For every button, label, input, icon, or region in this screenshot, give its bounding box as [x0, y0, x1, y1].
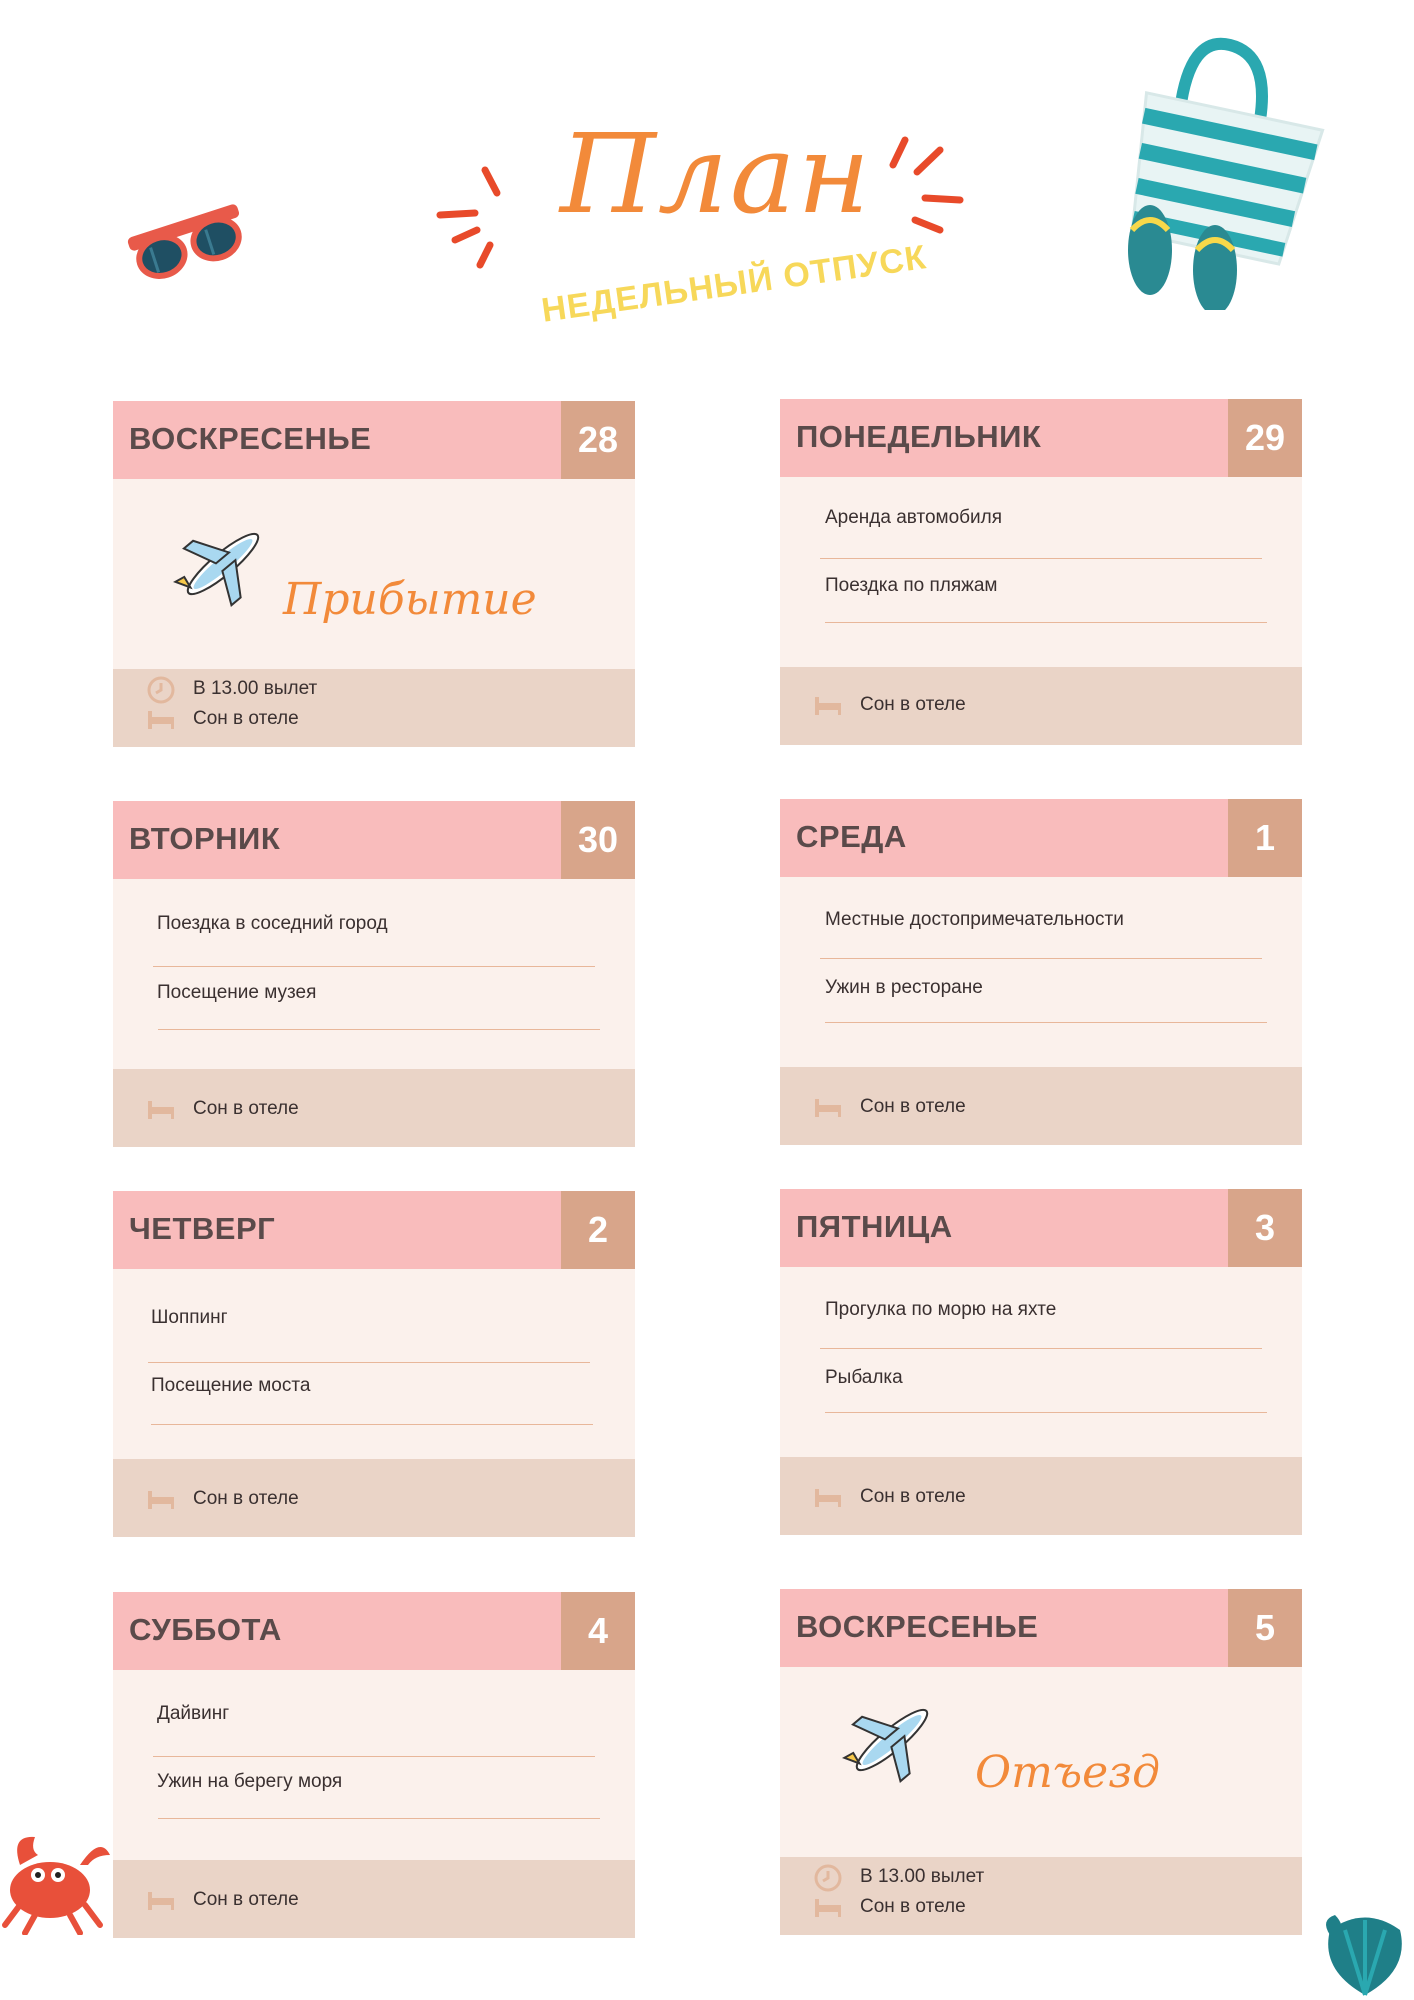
day-body — [780, 477, 1302, 667]
day-card-monday-29 — [780, 399, 1302, 745]
bed-icon — [813, 1487, 843, 1509]
page-subtitle: НЕДЕЛЬНЫЙ ОТПУСК — [539, 238, 929, 330]
day-name: ВОСКРЕСЕНЬЕ — [796, 1609, 1039, 1644]
activity-1: Аренда автомобиля — [825, 507, 1003, 528]
day-footer — [780, 1067, 1302, 1145]
bed-icon — [146, 709, 176, 731]
day-footer — [113, 669, 635, 747]
day-card-tuesday-30 — [113, 801, 635, 1147]
day-body — [113, 479, 635, 669]
bed-icon — [813, 1097, 843, 1119]
overnight-label: Сон в отеле — [860, 1896, 966, 1917]
overnight-label: Сон в отеле — [860, 1486, 966, 1507]
day-number: 29 — [1228, 399, 1302, 477]
day-card-sunday-5 — [780, 1589, 1302, 1935]
divider — [820, 1348, 1262, 1349]
day-card-sunday-28 — [113, 401, 635, 747]
day-header — [780, 1189, 1302, 1267]
day-number: 2 — [561, 1191, 635, 1269]
day-card-wednesday-1 — [780, 799, 1302, 1145]
day-header — [113, 1592, 635, 1670]
bed-icon — [146, 1890, 176, 1912]
day-card-saturday-4 — [113, 1592, 635, 1938]
day-name: ПЯТНИЦА — [796, 1209, 953, 1244]
activity-1: Местные достопримечательности — [825, 909, 1124, 930]
day-body — [780, 877, 1302, 1067]
page-title: План — [560, 110, 873, 238]
overnight-label: Сон в отеле — [860, 694, 966, 715]
day-body — [113, 879, 635, 1069]
overnight-label: Сон в отеле — [193, 1098, 299, 1119]
day-number: 30 — [561, 801, 635, 879]
day-card-thursday-2 — [113, 1191, 635, 1537]
crab-icon — [0, 1825, 115, 1935]
rays-left-icon — [435, 155, 505, 275]
day-header — [780, 1589, 1302, 1667]
divider — [825, 1412, 1267, 1413]
day-footer — [113, 1459, 635, 1537]
activity-2: Посещение музея — [157, 982, 317, 1003]
divider — [148, 1362, 590, 1363]
airplane-icon — [173, 519, 273, 609]
overnight-label: Сон в отеле — [860, 1096, 966, 1117]
activity-2: Рыбалка — [825, 1367, 903, 1388]
departure-time: В 13.00 вылет — [193, 678, 318, 699]
day-number: 5 — [1228, 1589, 1302, 1667]
departure-script: Отъезд — [975, 1747, 1161, 1798]
day-header — [780, 399, 1302, 477]
day-header — [113, 401, 635, 479]
activity-2: Ужин в ресторане — [825, 977, 983, 998]
clock-icon — [146, 675, 176, 705]
day-name: СРЕДА — [796, 819, 907, 854]
day-card-friday-3 — [780, 1189, 1302, 1535]
activity-1: Поездка в соседний город — [157, 913, 388, 934]
arrival-script: Прибытие — [283, 574, 537, 625]
day-number: 3 — [1228, 1189, 1302, 1267]
day-header — [113, 801, 635, 879]
day-body — [113, 1269, 635, 1459]
day-number: 4 — [561, 1592, 635, 1670]
day-footer — [780, 1857, 1302, 1935]
sunglasses-icon — [120, 190, 255, 290]
day-number: 1 — [1228, 799, 1302, 877]
divider — [820, 558, 1262, 559]
divider — [825, 1022, 1267, 1023]
day-name: ПОНЕДЕЛЬНИК — [796, 419, 1042, 454]
day-number: 28 — [561, 401, 635, 479]
bed-icon — [813, 695, 843, 717]
seashell-icon — [1315, 1900, 1414, 2000]
departure-time: В 13.00 вылет — [860, 1866, 985, 1887]
rays-right-icon — [885, 130, 965, 250]
bed-icon — [813, 1897, 843, 1919]
day-name: ЧЕТВЕРГ — [129, 1211, 276, 1246]
airplane-icon — [842, 1695, 942, 1785]
day-body — [113, 1670, 635, 1860]
activity-2: Ужин на берегу моря — [157, 1771, 343, 1792]
overnight-label: Сон в отеле — [193, 1889, 299, 1910]
activity-1: Прогулка по морю на яхте — [825, 1299, 1057, 1320]
day-header — [113, 1191, 635, 1269]
divider — [820, 958, 1262, 959]
divider — [158, 1818, 600, 1819]
activity-1: Дайвинг — [157, 1703, 230, 1724]
divider — [825, 622, 1267, 623]
day-footer — [113, 1069, 635, 1147]
day-name: ВОСКРЕСЕНЬЕ — [129, 421, 372, 456]
bed-icon — [146, 1489, 176, 1511]
day-name: ВТОРНИК — [129, 821, 281, 856]
day-footer — [780, 1457, 1302, 1535]
divider — [158, 1029, 600, 1030]
day-header — [780, 799, 1302, 877]
clock-icon — [813, 1863, 843, 1893]
divider — [153, 1756, 595, 1757]
beach-bag-icon — [1110, 30, 1330, 310]
divider — [153, 966, 595, 967]
activity-2: Поездка по пляжам — [825, 575, 998, 596]
overnight-label: Сон в отеле — [193, 708, 299, 729]
overnight-label: Сон в отеле — [193, 1488, 299, 1509]
activity-1: Шоппинг — [151, 1307, 228, 1328]
divider — [151, 1424, 593, 1425]
header — [0, 0, 1414, 360]
activity-2: Посещение моста — [151, 1375, 311, 1396]
day-name: СУББОТА — [129, 1612, 282, 1647]
day-footer — [113, 1860, 635, 1938]
day-footer — [780, 667, 1302, 745]
day-body — [780, 1667, 1302, 1857]
day-body — [780, 1267, 1302, 1457]
bed-icon — [146, 1099, 176, 1121]
